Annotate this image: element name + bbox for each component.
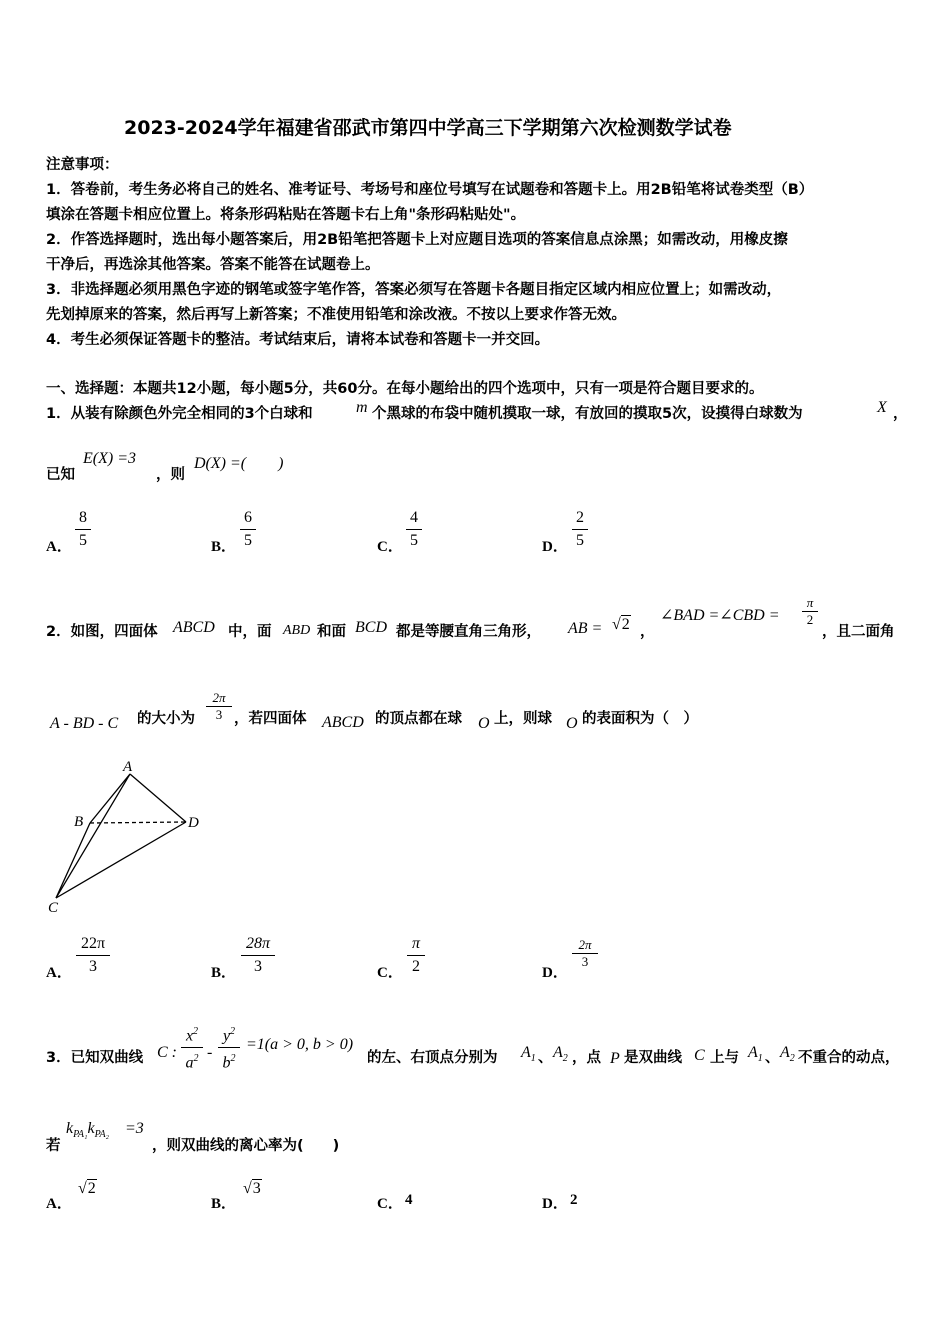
q3-y-fraction: $y^2$ $b^2$ <box>218 1022 240 1074</box>
q1-then: ，则 <box>156 467 185 483</box>
edge-ad <box>130 774 186 822</box>
q2-text-3: 和面 <box>317 624 346 640</box>
q3-option-a-label: A． <box>46 1196 72 1212</box>
q2-text-10: 的表面积为（ ） <box>582 711 698 727</box>
notice-item-1b: 填涂在答题卡相应位置上。将条形码粘贴在答题卡右上角"条形码粘贴处"。 <box>46 207 526 223</box>
q3-x-fraction: $x^2$ $a^2$ <box>181 1022 203 1074</box>
q2-angle: ∠BAD =∠CBD = <box>660 607 780 624</box>
notice-item-2a: 2．作答选择题时，选出每小题答案后，用2B铅笔把答题卡上对应题目选项的答案信息点涂黑；如需改动，用橡皮擦 <box>46 232 788 248</box>
q2-option-d-label: D． <box>542 965 568 981</box>
q2-text-8: 的顶点都在球 <box>375 711 462 727</box>
q1-option-c-label: C． <box>377 539 403 555</box>
q3-vertex-a2: $A_2$ <box>553 1044 568 1065</box>
q2-option-d-value: 2π 3 <box>572 938 598 969</box>
q2-option-c-label: C． <box>377 965 403 981</box>
q2-ab: AB = <box>568 620 603 637</box>
q3-vertex-a1: $A_1$ <box>521 1044 536 1065</box>
q3-option-d-label: D． <box>542 1196 568 1212</box>
q2-angle-fraction: π 2 <box>802 596 818 627</box>
q2-text-6: 的大小为 <box>137 711 195 727</box>
q2-text-5: ，且二面角 <box>822 624 895 640</box>
edge-ac <box>56 774 130 898</box>
q3-curve-c: C <box>694 1047 705 1064</box>
q1-option-a-value: 8 5 <box>75 508 91 551</box>
section-heading: 一、选择题：本题共12小题，每小题5分，共60分。在每小题给出的四个选项中，只有一项是符合题目要求的。 <box>46 381 764 397</box>
q3-sep-2: 、 <box>765 1050 780 1066</box>
q1-option-a-label: A． <box>46 539 72 555</box>
q3-text-6: 不重合的动点， <box>798 1050 900 1066</box>
q3-text-1: 3．已知双曲线 <box>46 1050 144 1066</box>
q2-option-a-label: A． <box>46 965 72 981</box>
q2-abd: ABD <box>283 623 311 638</box>
q1-option-b-label: B． <box>211 539 237 555</box>
q2-comma: ， <box>640 624 655 640</box>
q2-abcd: ABCD <box>173 619 215 636</box>
q3-option-b-value: √3 <box>243 1180 261 1197</box>
q1-variance: D(X) =( ) <box>194 455 284 472</box>
vertex-label-b: B <box>74 814 84 830</box>
q3-option-b-label: B． <box>211 1196 237 1212</box>
edge-cd <box>56 822 186 898</box>
q3-text-4: 是双曲线 <box>624 1050 682 1066</box>
q2-text-4: 都是等腰直角三角形， <box>396 624 541 640</box>
notice-item-4: 4．考生必须保证答题卡的整洁。考试结束后，请将本试卷和答题卡一并交回。 <box>46 332 550 348</box>
vertex-label-d: D <box>188 815 199 831</box>
q1-comma: ， <box>893 406 908 422</box>
q2-sphere-o-2: O <box>566 715 578 732</box>
q3-curve-name: C : <box>157 1044 177 1061</box>
notice-heading: 注意事项： <box>46 157 119 173</box>
tetrahedron-figure <box>44 756 214 916</box>
q3-option-a-value: √2 <box>78 1180 96 1197</box>
q2-dihedral: A - BD - C <box>50 715 119 732</box>
q2-option-a-value: 22π 3 <box>76 934 110 977</box>
q3-option-c-label: C． <box>377 1196 403 1212</box>
q2-text-2: 中，面 <box>228 624 272 640</box>
q2-sphere-o-1: O <box>478 715 490 732</box>
q2-option-b-label: B． <box>211 965 237 981</box>
notice-item-3b: 先划掉原来的答案，然后再写上新答案；不准使用铅笔和涂改液。不按以上要求作答无效。 <box>46 307 626 323</box>
q1-option-d-label: D． <box>542 539 568 555</box>
q2-text-1: 2．如图，四面体 <box>46 624 158 640</box>
q3-sep-1: 、 <box>538 1050 553 1066</box>
q2-dihedral-fraction: 2π 3 <box>206 691 232 722</box>
q3-text-2: 的左、右顶点分别为 <box>367 1050 498 1066</box>
q2-text-7: ，若四面体 <box>234 711 307 727</box>
q1-option-d-value: 2 5 <box>572 508 588 551</box>
q3-vertex-a2-b: $A_2$ <box>780 1044 795 1065</box>
edge-bc <box>56 823 90 898</box>
q3-condition: =1(a > 0, b > 0) <box>246 1036 354 1053</box>
edge-bd-hidden <box>90 822 186 823</box>
q1-var-m: m <box>356 399 368 416</box>
q1-option-c-value: 4 5 <box>406 508 422 551</box>
q3-option-d-value: 2 <box>570 1192 578 1208</box>
q2-bcd: BCD <box>355 619 387 636</box>
q1-var-x: X <box>877 399 887 416</box>
q2-text-9: 上，则球 <box>494 711 552 727</box>
q2-option-b-value: 28π 3 <box>241 934 275 977</box>
q3-if: 若 <box>46 1138 61 1154</box>
q1-option-b-value: 6 5 <box>240 508 256 551</box>
q3-slope-product: $k_{PA_1}k_{PA_2}$ <box>66 1120 110 1141</box>
q3-slope-value: =3 <box>125 1120 144 1137</box>
q2-sqrt-two: √2 <box>612 616 630 633</box>
notice-item-3a: 3．非选择题必须用黑色字迹的钢笔或签字笔作答，答案必须写在答题卡各题目指定区域内相应位置上；如需改动， <box>46 282 782 298</box>
q3-text-3: ，点 <box>572 1050 601 1066</box>
notice-item-1a: 1．答卷前，考生务必将自己的姓名、准考证号、考场号和座位号填写在试题卷和答题卡上。用2B铅笔将试卷类型（B） <box>46 182 814 198</box>
q3-option-c-value: 4 <box>405 1192 413 1208</box>
vertex-label-a: A <box>123 759 133 775</box>
edge-ab <box>90 774 130 823</box>
q3-text-7: ，则双曲线的离心率为( ) <box>152 1138 340 1154</box>
q1-known: 已知 <box>46 467 75 483</box>
q1-text-1: 1．从装有除颜色外完全相同的3个白球和 <box>46 406 313 422</box>
q2-abcd-2: ABCD <box>322 714 364 731</box>
q3-text-5: 上与 <box>710 1050 739 1066</box>
vertex-label-c: C <box>48 900 59 916</box>
q3-vertex-a1-b: $A_1$ <box>748 1044 763 1065</box>
q3-point-p: P <box>610 1050 620 1067</box>
q2-option-c-value: π 2 <box>407 934 425 977</box>
q3-minus: - <box>207 1044 213 1061</box>
page-title: 2023-2024学年福建省邵武市第四中学高三下学期第六次检测数学试卷 <box>124 117 732 139</box>
q1-text-2: 个黑球的布袋中随机摸取一球，有放回的摸取5次，设摸得白球数为 <box>372 406 803 422</box>
q1-expectation: E(X) =3 <box>83 450 136 467</box>
notice-item-2b: 干净后，再选涂其他答案。答案不能答在试题卷上。 <box>46 257 380 273</box>
